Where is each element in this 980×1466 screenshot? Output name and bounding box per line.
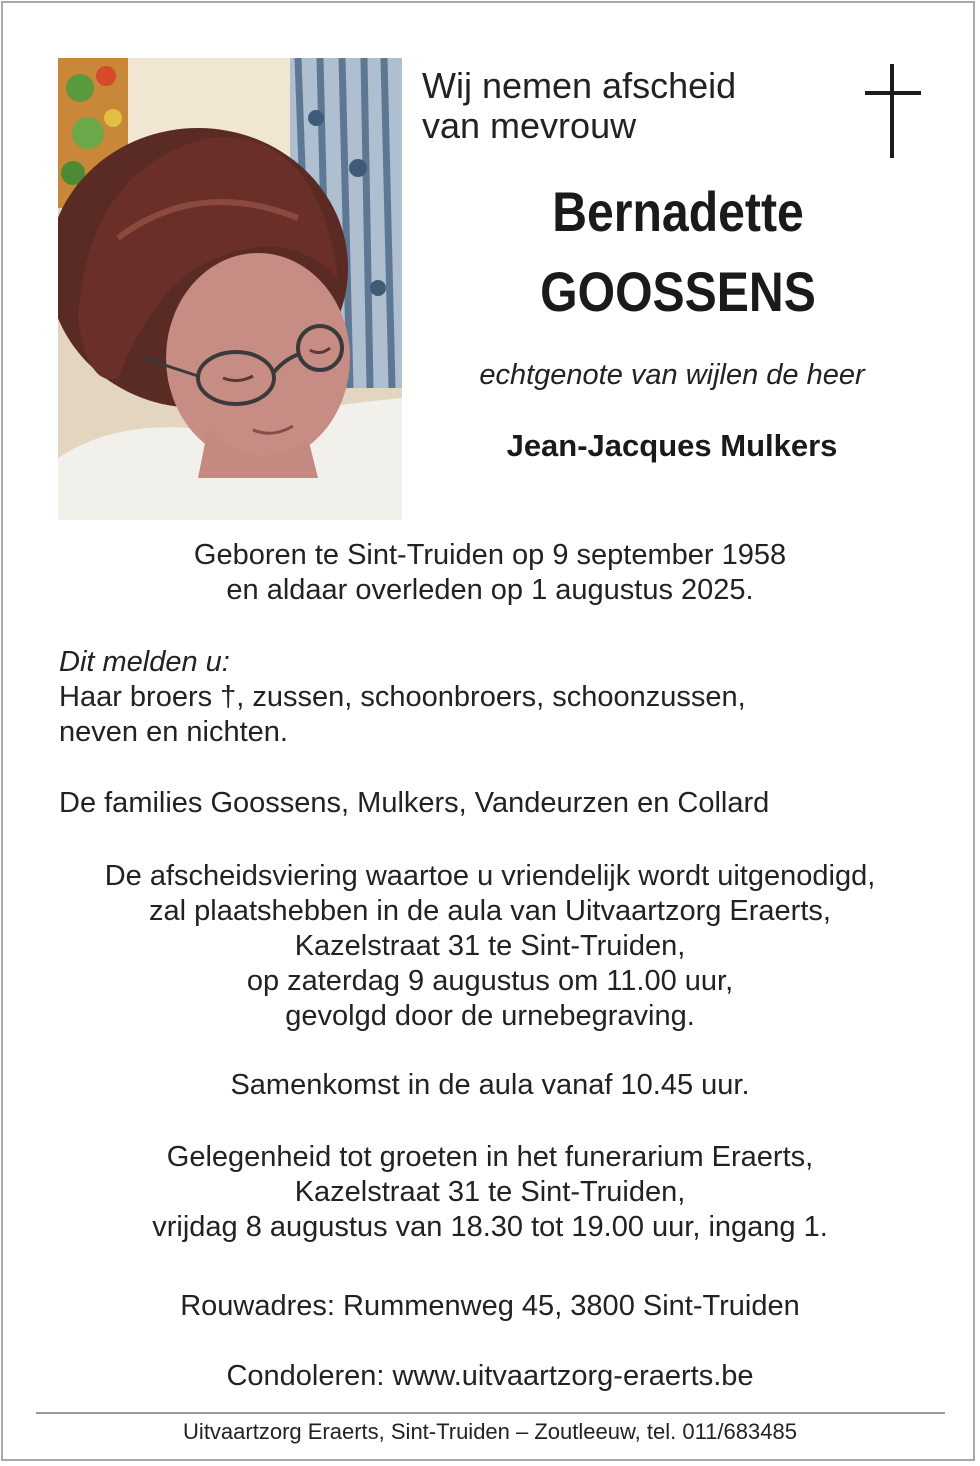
ceremony-line: gevolgd door de urnebegraving. (285, 1000, 695, 1032)
ceremony-block (40, 859, 940, 1034)
deceased-first-name: Bernadette (552, 180, 804, 243)
footer-text: Uitvaartzorg Eraerts, Sint-Truiden – Zoutleeuw, tel. 011/683485 (183, 1419, 797, 1444)
announcers-line: Haar broers †, zussen, schoonbroers, schoonzussen, (59, 681, 746, 713)
ceremony-line: Kazelstraat 31 te Sint-Truiden, (294, 930, 686, 962)
intro-line: van mevrouw (422, 105, 637, 146)
ceremony-line: op zaterdag 9 augustus om 11.00 uur, (246, 965, 734, 997)
intro-line: Wij nemen afscheid (422, 65, 737, 106)
visitation-line: Kazelstraat 31 te Sint-Truiden, (294, 1176, 686, 1208)
announcers-label: Dit melden u: (59, 646, 230, 678)
cross-icon (865, 64, 921, 158)
condolences-line[interactable]: Condoleren: www.uitvaartzorg-eraerts.be (226, 1360, 754, 1392)
visitation-block (40, 1140, 940, 1245)
announcers-block (59, 645, 939, 750)
birth-line: Geboren te Sint-Truiden op 9 september 1958 (193, 539, 787, 571)
mourning-address: Rouwadres: Rummenweg 45, 3800 Sint-Truiden (180, 1290, 800, 1322)
spouse-note: echtgenote van wijlen de heer (479, 359, 865, 391)
intro-text (422, 66, 736, 146)
footer-divider (36, 1412, 945, 1414)
visitation-line: vrijdag 8 augustus van 18.30 tot 19.00 uur, ingang 1. (152, 1211, 828, 1243)
families-line: De families Goossens, Mulkers, Vandeurzen en Collard (59, 787, 770, 819)
portrait-photo (58, 58, 402, 520)
birth-death-block (40, 538, 940, 608)
gathering-line: Samenkomst in de aula vanaf 10.45 uur. (230, 1069, 750, 1101)
visitation-line: Gelegenheid tot groeten in het funerarium Eraerts, (166, 1141, 814, 1173)
ceremony-line: zal plaatshebben in de aula van Uitvaartzorg Eraerts, (149, 895, 831, 927)
deceased-last-name: GOOSSENS (540, 260, 816, 323)
death-line: en aldaar overleden op 1 augustus 2025. (226, 574, 754, 606)
spouse-name: Jean-Jacques Mulkers (506, 428, 838, 463)
announcers-line: neven en nichten. (59, 716, 288, 748)
ceremony-line: De afscheidsviering waartoe u vriendelijk wordt uitgenodigd, (104, 860, 876, 892)
